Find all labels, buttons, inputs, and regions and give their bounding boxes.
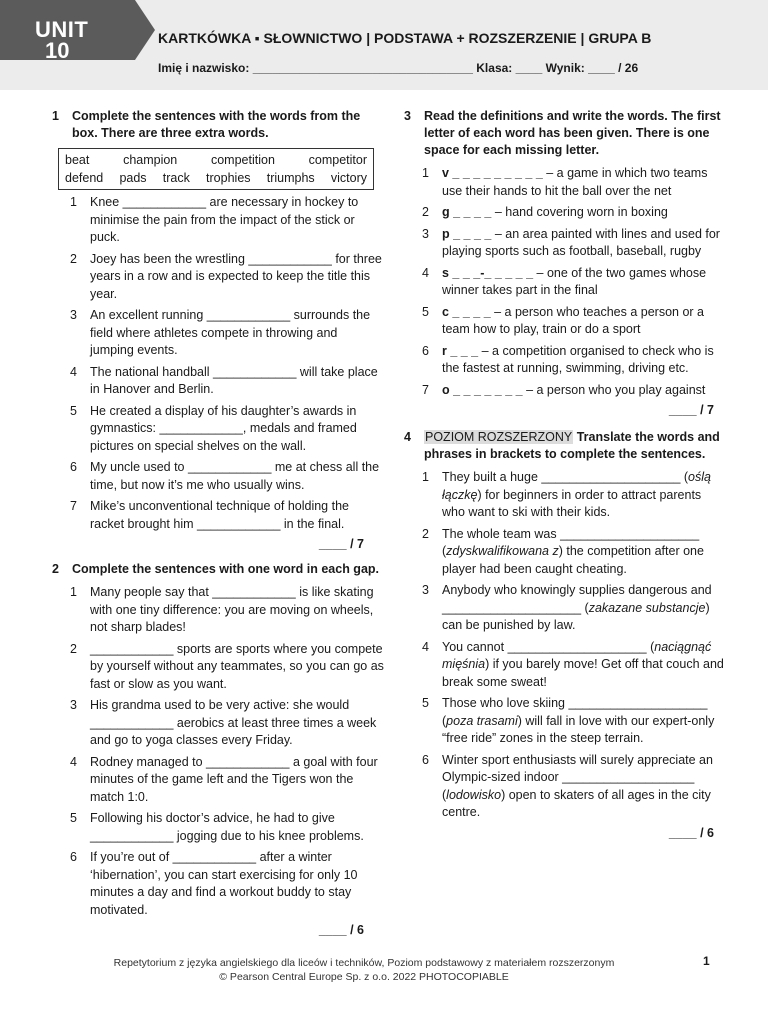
word-box-row — [65, 169, 367, 187]
unit-label: UNIT — [35, 17, 89, 42]
exercise-item — [52, 498, 384, 533]
exercise-item — [404, 265, 724, 300]
item-number: 1 — [422, 470, 429, 484]
item-number: 7 — [70, 499, 77, 513]
exercise-item — [52, 754, 384, 807]
item-number: 5 — [70, 403, 77, 418]
task-score: ____ / 6 — [318, 923, 364, 937]
item-number: 5 — [422, 304, 429, 319]
item-text: My uncle used to ____________ me at chess all the time, but now it’s me who usually wins. — [90, 460, 380, 492]
task-number: 4 — [404, 430, 411, 444]
item-list — [404, 165, 724, 399]
exercise-item — [52, 307, 384, 360]
item-text: Anybody who knowingly supplies dangerous and ____________________ (zakazane substancje) can be punished by law. — [442, 583, 712, 632]
item-number: 2 — [70, 641, 77, 656]
item-text: Joey has been the wrestling ____________ for three years in a row and is expected to keep the title this year. — [90, 251, 382, 301]
task-number: 3 — [404, 109, 411, 123]
item-number: 1 — [70, 195, 77, 209]
box-word: champion — [123, 153, 178, 167]
item-number: 6 — [422, 752, 429, 767]
exercise-item — [52, 194, 384, 247]
box-word: competition — [210, 153, 275, 167]
task-instruction: Complete the sentences with one word in each gap. — [72, 562, 380, 576]
exercise-item — [52, 459, 384, 494]
box-word: beat — [65, 153, 90, 167]
exercise-item — [404, 582, 724, 635]
item-list — [404, 469, 724, 822]
item-text: If you’re out of ____________ after a winter ‘hibernation’, you can start exercising for only 10 minutes a day and find a workout buddy to stay motivated. — [90, 850, 358, 917]
footer-line-publication: Repetytorium z języka angielskiego dla liceów i techników, Poziom podstawowy z materiałem rozszerzonym — [113, 957, 615, 969]
task-score: ____ / 7 — [668, 403, 714, 417]
task-instruction: Read the definitions and write the words. The first letter of each word has been given. There is one space for each missing letter. — [424, 109, 721, 157]
box-word: triumphs — [266, 171, 315, 185]
worksheet-title: KARTKÓWKA ▪ SŁOWNICTWO | PODSTAWA + ROZSZERZENIE | GRUPA B — [158, 30, 652, 46]
item-number: 1 — [422, 166, 429, 180]
item-number: 2 — [70, 251, 77, 266]
item-text: c _ _ _ _ – a person who teaches a person or a team how to play, train or do a sport — [442, 304, 704, 336]
item-text: The national handball ____________ will take place in Hanover and Berlin. — [90, 364, 378, 396]
task-score: ____ / 7 — [318, 537, 364, 551]
word-box-row — [65, 151, 367, 169]
item-number: 4 — [422, 265, 429, 280]
item-text: Those who love skiing ____________________ (poza trasami) will fall in love with our expert-only “free ride” zones in the steep terrain. — [442, 696, 715, 745]
page-number: 1 — [703, 954, 710, 968]
box-word: pads — [119, 171, 147, 185]
item-text: His grandma used to be very active: she would ____________ aerobics at least three times a week and go to yoga classes every Friday. — [90, 698, 377, 747]
box-word: trophies — [206, 171, 251, 185]
footer-line-copyright: © Pearson Central Europe Sp. z o.o. 2022 PHOTOCOPIABLE — [219, 971, 509, 983]
task-number: 1 — [52, 109, 59, 123]
right-column — [404, 108, 724, 850]
box-word: defend — [65, 171, 104, 185]
exercise-item — [52, 584, 384, 637]
item-text: v _ _ _ _ _ _ _ _ _ – a game in which two teams use their hands to hit the ball over the net — [442, 166, 708, 198]
item-text: He created a display of his daughter’s awards in gymnastics: ____________, medals and framed pictures on special shelves on the wall. — [90, 403, 357, 453]
item-number: 4 — [70, 364, 77, 379]
exercise-item — [404, 165, 724, 200]
unit-number: 10 — [45, 38, 70, 63]
item-text: r _ _ _ – a competition organised to check who is the fastest at running, swimming, driving etc. — [442, 343, 714, 375]
exercise-item — [52, 641, 384, 694]
task-number: 2 — [52, 562, 59, 576]
exercise-item — [404, 343, 724, 378]
exercise-item — [52, 364, 384, 399]
item-number: 4 — [422, 639, 429, 654]
box-word: track — [162, 171, 190, 185]
exercise-item — [404, 526, 724, 579]
exercise-item — [404, 204, 724, 222]
item-number: 5 — [422, 696, 429, 710]
exercise-item — [52, 697, 384, 750]
task-2 — [52, 561, 384, 937]
exercise-item — [404, 226, 724, 261]
item-number: 3 — [422, 583, 429, 597]
left-column — [52, 108, 384, 947]
item-list — [52, 584, 384, 919]
item-number: 7 — [422, 382, 429, 397]
word-box — [58, 148, 374, 190]
student-info-line: Imię i nazwisko: _________________________________ Klasa: ____ Wynik: ____ / 26 — [158, 61, 639, 75]
box-word: victory — [330, 171, 367, 185]
item-text: Many people say that ____________ is like skating with one tiny difference: you are moving on wheels, not sharp blades! — [90, 585, 374, 634]
item-text: Following his doctor’s advice, he had to give ____________ jogging due to his knee problems. — [90, 811, 364, 843]
task-4 — [404, 429, 724, 840]
item-text: Knee ____________ are necessary in hockey to minimise the pain from the impact of the stick or puck. — [90, 195, 359, 244]
item-number: 3 — [70, 698, 77, 712]
exercise-item — [404, 639, 724, 692]
footer — [0, 956, 728, 984]
exercise-item — [404, 304, 724, 339]
item-text: o _ _ _ _ _ _ _ – a person who you play against — [442, 382, 706, 397]
item-text: g _ _ _ _ – hand covering worn in boxing — [442, 205, 668, 219]
item-number: 4 — [70, 754, 77, 769]
item-list — [52, 194, 384, 533]
exercise-item — [52, 251, 384, 304]
item-number: 6 — [70, 460, 77, 474]
item-text: Winter sport enthusiasts will surely appreciate an Olympic-sized indoor ___________________ (lodowisko) open to skaters of all ages in the city centre. — [442, 752, 713, 819]
item-number: 2 — [422, 205, 429, 219]
item-number: 6 — [422, 343, 429, 358]
item-text: ____________ sports are sports where you compete by yourself without any teammates, so you can go as fast or slow as you want. — [90, 641, 384, 691]
item-number: 3 — [422, 226, 429, 241]
item-text: Rodney managed to ____________ a goal with four minutes of the game left and the Tigers won the match 1:0. — [90, 754, 378, 804]
item-text: The whole team was ____________________ (zdyskwalifikowana z) the competition after one player had been caught cheating. — [442, 526, 704, 576]
item-number: 6 — [70, 850, 77, 864]
task-3 — [404, 108, 724, 417]
exercise-item — [52, 403, 384, 456]
item-text: Mike’s unconventional technique of holding the racket brought him ____________ in the final. — [90, 499, 349, 531]
item-text: An excellent running ____________ surrounds the field where athletes compete in throwing and jumping events. — [90, 308, 371, 357]
box-word: competitor — [308, 153, 367, 167]
level-badge: POZIOM ROZSZERZONY — [425, 430, 573, 444]
item-text: s _ _ _-_ _ _ _ _ – one of the two games whose winner takes part in the final — [442, 265, 707, 297]
item-text: You cannot ____________________ (naciągnąć mięśnia) if you barely move! Get off that couch and break some sweat! — [442, 639, 724, 689]
item-number: 2 — [422, 526, 429, 541]
task-score: ____ / 6 — [668, 825, 714, 840]
item-text: They built a huge ____________________ (oślą łączkę) for beginners in order to attract parents who want to ski with their kids. — [442, 470, 711, 519]
exercise-item — [404, 469, 724, 522]
item-number: 3 — [70, 308, 77, 322]
item-number: 5 — [70, 811, 77, 825]
task-instruction: Complete the sentences with the words from the box. There are three extra words. — [72, 109, 361, 140]
item-number: 1 — [70, 585, 77, 599]
exercise-item — [404, 382, 724, 400]
item-text: p _ _ _ _ – an area painted with lines and used for playing sports such as football, baseball, rugby — [442, 226, 720, 258]
task-1 — [52, 108, 384, 551]
exercise-item — [52, 810, 384, 845]
exercise-item — [404, 752, 724, 822]
exercise-item — [52, 849, 384, 919]
exercise-item — [404, 695, 724, 748]
task-instruction: Translate the words and phrases in brackets to complete the sentences. — [424, 430, 720, 461]
